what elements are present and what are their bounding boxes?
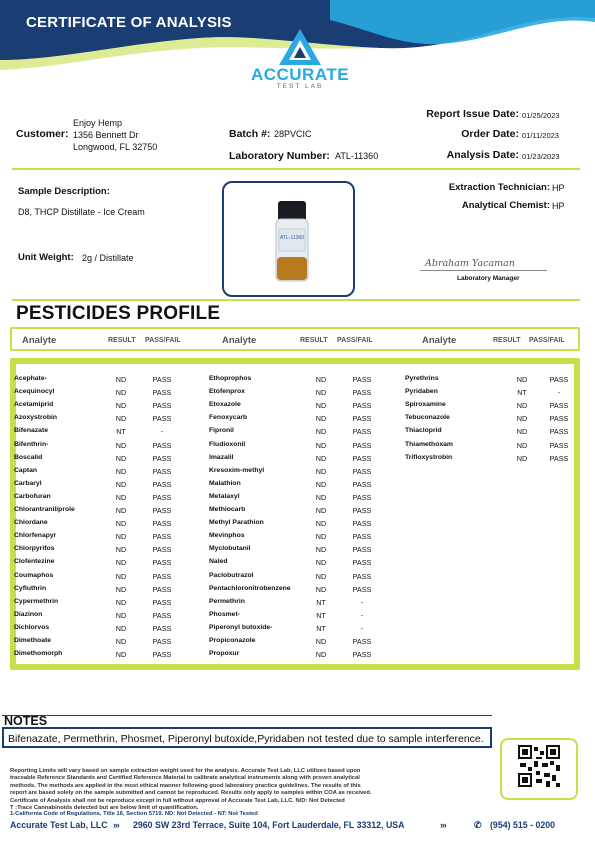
analyte-name: Carbofuran [14, 492, 51, 500]
analyte-name: Cyfluthrin [14, 584, 47, 592]
sample-description-value: D8, THCP Distillate - Ice Cream [18, 207, 145, 217]
analyte-name: Propiconazole [209, 637, 256, 644]
analyte-name: Chlorpyrifos [14, 545, 55, 553]
analyte-name: Carbaryl [14, 479, 42, 487]
disclaimer-line-6: T :Trace Cannabinoids detected but are below limit of quantification. [10, 805, 199, 811]
analyte-result: ND [115, 440, 127, 450]
analyte-pass-fail: PASS [352, 571, 372, 581]
analyte-result: ND [315, 545, 327, 555]
analyte-pass-fail: - [360, 610, 364, 620]
sample-description-label: Sample Description: [18, 186, 110, 197]
customer-address-line1: 1356 Bennett Dr [73, 130, 139, 140]
analyte-pass-fail: PASS [352, 532, 372, 542]
analyte-pass-fail: PASS [352, 453, 372, 463]
analyte-pass-fail: PASS [152, 532, 172, 542]
analyte-result: ND [115, 479, 127, 489]
pesticide-row [14, 585, 194, 597]
analyte-name: Dimethomorph [14, 650, 63, 658]
pesticide-row [405, 414, 585, 426]
pesticide-row [209, 401, 389, 413]
analyte-result: ND [115, 401, 127, 411]
analyte-result: ND [115, 571, 127, 581]
pesticide-row [14, 598, 194, 610]
analyte-name: Acetamiprid [14, 401, 54, 409]
customer-label: Customer: [16, 128, 69, 140]
pesticide-row [209, 558, 389, 570]
pesticide-row [405, 388, 585, 400]
analyte-pass-fail: PASS [352, 558, 372, 568]
analyte-name: Pyridaben [405, 388, 438, 396]
pesticide-row [14, 624, 194, 636]
analyte-result: ND [115, 597, 127, 607]
column-header-passfail-2: PASS/FAIL [337, 337, 373, 344]
vial-label-text: ATL-11360 [280, 235, 304, 241]
analyte-pass-fail: PASS [152, 440, 172, 450]
analyte-result: NT [316, 597, 326, 607]
extraction-technician-label: Extraction Technician: [448, 182, 550, 193]
batch-value: 28PVCIC [274, 129, 312, 139]
analyte-name: Propoxur [209, 650, 240, 658]
analyte-pass-fail: PASS [152, 401, 172, 411]
order-date-label: Order Date: [461, 128, 519, 140]
pesticide-row [405, 441, 585, 453]
analyte-result: NT [316, 623, 326, 633]
analyte-name: Methiocarb [209, 506, 246, 513]
analyte-result: ND [315, 479, 327, 489]
analyte-result: ND [315, 427, 327, 437]
pesticide-row [209, 598, 389, 610]
pesticide-row [209, 624, 389, 636]
pesticide-row [209, 467, 389, 479]
logo-subtitle: TEST LAB [276, 83, 324, 90]
analyte-result: ND [115, 453, 127, 463]
document-title: CERTIFICATE OF ANALYSIS [26, 14, 232, 31]
lab-number-label: Laboratory Number: [229, 150, 330, 162]
analysis-date-label: Analysis Date: [446, 149, 519, 161]
analyte-result: NT [517, 388, 527, 398]
analyte-pass-fail: PASS [152, 479, 172, 489]
column-header-result-3: RESULT [493, 337, 521, 344]
phone-icon: ✆ [474, 820, 482, 830]
analyte-pass-fail: PASS [152, 466, 172, 476]
analyte-pass-fail: PASS [352, 506, 372, 515]
pesticide-row [209, 611, 389, 623]
pesticide-row [209, 506, 389, 518]
analyte-result: ND [315, 388, 327, 398]
pesticide-row [14, 519, 194, 531]
analyte-result: ND [115, 388, 127, 398]
pesticide-row [14, 467, 194, 479]
analyte-result: ND [115, 637, 127, 646]
analyte-pass-fail: PASS [549, 453, 569, 463]
pesticide-row [14, 454, 194, 466]
analyte-result: ND [315, 375, 327, 384]
footer-arrows-icon: ››› [440, 820, 446, 830]
notes-title: NOTES [4, 714, 48, 728]
pesticide-row [405, 401, 585, 413]
analyte-result: ND [516, 440, 528, 450]
analyte-result: ND [315, 532, 327, 542]
analyte-name: Piperonyl butoxide- [209, 623, 273, 631]
analyte-result: ND [115, 610, 127, 620]
analyte-pass-fail: - [557, 388, 561, 398]
analyte-name: Captan [14, 466, 38, 474]
analyte-name: Thiacloprid [405, 427, 442, 435]
laboratory-manager-label: Laboratory Manager [457, 275, 520, 282]
analyte-name: Pentachloronitrobenzene [209, 584, 291, 592]
analyte-name: Phosmet- [209, 610, 240, 618]
footer-company: Accurate Test Lab, LLC [10, 820, 108, 830]
analyte-result: ND [315, 558, 327, 568]
analyte-name: Malathion [209, 479, 241, 487]
pesticide-row [209, 427, 389, 439]
analyte-pass-fail: PASS [352, 584, 372, 594]
footer [0, 820, 595, 832]
analyte-result: ND [315, 584, 327, 594]
manager-signature: Abraham Yacaman [425, 258, 515, 269]
pesticide-row [14, 545, 194, 557]
signature-line [420, 270, 547, 271]
analyte-result: ND [315, 492, 327, 502]
analyte-pass-fail: - [360, 623, 364, 633]
analyte-name: Chlorantraniliprole [14, 506, 75, 513]
analyte-name: Dimethoate [14, 637, 52, 644]
pesticide-row [14, 401, 194, 413]
analyte-result: ND [115, 414, 127, 424]
analyte-pass-fail: PASS [152, 571, 172, 581]
pesticide-row [14, 532, 194, 544]
unit-weight-label: Unit Weight: [18, 252, 74, 263]
analyte-name: Permethrin [209, 597, 245, 605]
pesticide-row [14, 427, 194, 439]
analyte-pass-fail: PASS [549, 401, 569, 411]
pesticide-row [209, 519, 389, 531]
analyte-name: Etoxazole [209, 401, 241, 409]
column-header-row [10, 327, 580, 351]
analyte-pass-fail: PASS [352, 479, 372, 489]
analyte-pass-fail: PASS [549, 375, 569, 384]
pesticide-row [14, 572, 194, 584]
lab-logo [240, 28, 360, 100]
pesticide-row [209, 545, 389, 557]
analytical-chemist-value: HP [552, 201, 565, 211]
analyte-pass-fail: - [360, 597, 364, 607]
pesticide-row [405, 454, 585, 466]
extraction-technician-value: HP [552, 183, 565, 193]
analyte-result: ND [516, 401, 528, 411]
pesticide-row [209, 480, 389, 492]
analyte-pass-fail: PASS [352, 519, 372, 529]
analyte-name: Tebuconazole [405, 414, 450, 422]
analyte-pass-fail: PASS [352, 650, 372, 660]
analyte-name: Thiamethoxam [405, 440, 453, 448]
analyte-name: Fludioxonil [209, 440, 246, 448]
analyte-name: Paclobutrazol [209, 571, 254, 579]
analyte-name: Clofentezine [14, 558, 55, 566]
analyte-result: ND [115, 519, 127, 529]
analyte-name: Ethoprophos [209, 375, 252, 382]
analyte-pass-fail: PASS [152, 506, 172, 515]
pesticide-row [209, 414, 389, 426]
customer-address-line2: Longwood, FL 32750 [73, 142, 158, 152]
analyte-name: Dichlorvos [14, 623, 50, 631]
analyte-name: Mevinphos [209, 532, 245, 540]
pesticide-row [14, 375, 194, 387]
pesticide-row [209, 454, 389, 466]
analyte-result: ND [315, 414, 327, 424]
pesticide-row [209, 650, 389, 662]
analyte-pass-fail: PASS [352, 492, 372, 502]
analyte-name: Coumaphos [14, 571, 54, 579]
pesticide-row [405, 375, 585, 387]
analyte-result: ND [115, 623, 127, 633]
column-header-analyte-1: Analyte [22, 335, 57, 346]
pesticide-row [209, 388, 389, 400]
analyte-pass-fail: PASS [549, 440, 569, 450]
analyte-pass-fail: PASS [352, 401, 372, 411]
logo-name: ACCURATE [250, 65, 350, 84]
analyte-name: Bifenazate [14, 427, 48, 435]
column-header-passfail-1: PASS/FAIL [145, 337, 181, 344]
pesticide-row [14, 388, 194, 400]
analyte-result: ND [115, 584, 127, 594]
customer-name: Enjoy Hemp [73, 118, 123, 128]
disclaimer-line-2: traceable Reference Standards and Certified Reference Material to calibrate analytical instruments along with proven analytical [10, 775, 360, 782]
column-header-result-1: RESULT [108, 337, 136, 344]
pesticide-row [209, 637, 389, 649]
analyte-pass-fail: PASS [352, 375, 372, 384]
analyte-pass-fail: PASS [152, 414, 172, 424]
notes-text: Bifenazate, Permethrin, Phosmet, Piperonyl butoxide,Pyridaben not tested due to sample interference. [8, 733, 484, 745]
analyte-name: Imazalil [209, 453, 234, 461]
unit-weight-value: 2g / Distillate [82, 253, 134, 263]
order-date-value: 01/11/2023 [522, 131, 559, 140]
analyte-name: Myclobutanil [209, 545, 251, 553]
qr-code-icon[interactable] [518, 745, 560, 787]
analyte-result: ND [115, 532, 127, 542]
analyte-result: ND [315, 637, 327, 646]
analyte-pass-fail: PASS [352, 440, 372, 450]
pesticide-row [14, 558, 194, 570]
analyte-result: ND [516, 453, 528, 463]
analyte-pass-fail: PASS [152, 623, 172, 633]
analyte-result: NT [316, 610, 326, 620]
analyte-result: ND [315, 506, 327, 515]
analyte-name: Fenoxycarb [209, 414, 248, 422]
analyte-pass-fail: PASS [152, 453, 172, 463]
analyte-pass-fail: PASS [549, 414, 569, 424]
lab-number-value: ATL-11360 [335, 151, 379, 161]
analyte-pass-fail: PASS [352, 637, 372, 646]
analyte-result: ND [516, 414, 528, 424]
column-header-result-2: RESULT [300, 337, 328, 344]
disclaimer-line-3: methods. The methods are applied in the most ethical manner following good laboratory practice guidelines. The results of this [10, 782, 361, 789]
section-title: PESTICIDES PROFILE [16, 303, 221, 324]
analyte-result: ND [315, 401, 327, 411]
analyte-name: Acephate- [14, 375, 47, 382]
pesticide-row [14, 637, 194, 649]
analyte-result: ND [516, 427, 528, 437]
analyte-pass-fail: PASS [152, 637, 172, 646]
pesticide-row [209, 493, 389, 505]
column-header-analyte-3: Analyte [422, 335, 457, 346]
analyte-pass-fail: PASS [152, 388, 172, 398]
pesticide-row [405, 427, 585, 439]
pesticide-row [14, 414, 194, 426]
analyte-result: ND [115, 466, 127, 476]
batch-label: Batch #: [229, 128, 271, 140]
analyte-name: Metalaxyl [209, 492, 240, 500]
disclaimer-line-4: report are based solely on the sample submitted and cannot be reproduced. Results only apply to samples within COA as received. [10, 790, 372, 797]
report-issue-date-label: Report Issue Date: [426, 108, 519, 120]
pesticide-row [209, 375, 389, 387]
analyte-pass-fail: PASS [152, 545, 172, 555]
analyte-name: Kresoxim-methyl [209, 466, 265, 474]
analyte-pass-fail: PASS [352, 388, 372, 398]
disclaimer-line-5: Certificate of Analysis shall not be reproduce except in full without approval of Accurate Test Lab, LLC. N/D: Not Detected [10, 797, 345, 804]
analyte-pass-fail: PASS [352, 414, 372, 424]
notes-box [2, 727, 492, 748]
column-header-analyte-2: Analyte [222, 335, 257, 346]
pesticide-row [209, 441, 389, 453]
analyte-name: Boscalid [14, 453, 43, 461]
analyte-result: ND [315, 440, 327, 450]
pesticide-row [14, 611, 194, 623]
analyte-pass-fail: PASS [152, 597, 172, 607]
notes-top-rule [2, 715, 492, 716]
analyte-pass-fail: PASS [152, 375, 172, 384]
analyte-result: ND [115, 558, 127, 568]
footer-phone: (954) 515 - 0200 [490, 820, 556, 830]
disclaimer-line-1: Reporting Limits will vary based on sample extraction weight used for the analysis. Accurate Test Lab, LLC utilizes based upon [10, 768, 361, 774]
logo-triangle-icon [278, 28, 322, 66]
analyte-name: Etofenprox [209, 388, 245, 396]
column-header-passfail-3: PASS/FAIL [529, 337, 565, 344]
analyte-result: ND [315, 466, 327, 476]
analyte-result: ND [315, 453, 327, 463]
analyte-result: ND [115, 506, 127, 515]
pesticide-row [14, 650, 194, 662]
analytical-chemist-label: Analytical Chemist: [461, 200, 550, 211]
analyte-name: Cypermethrin [14, 597, 59, 605]
sample-photo [222, 181, 355, 297]
analyte-pass-fail: PASS [352, 545, 372, 555]
analyte-name: Azoxystrobin [14, 414, 58, 422]
pesticide-row [209, 572, 389, 584]
analyte-result: ND [115, 650, 127, 660]
analyte-result: ND [115, 375, 127, 384]
divider-middle [12, 299, 580, 301]
divider-top [12, 168, 580, 170]
analyte-result: ND [516, 375, 528, 384]
analyte-result: ND [115, 545, 127, 555]
analyte-name: Bifenthrin- [14, 440, 49, 448]
analyte-name: Methyl Parathion [209, 519, 264, 527]
analyte-name: Chlorfenapyr [14, 532, 57, 540]
analyte-name: Trifloxystrobin [405, 453, 453, 461]
pesticide-row [14, 480, 194, 492]
analyte-pass-fail: PASS [152, 650, 172, 660]
report-issue-date-value: 01/25/2023 [522, 111, 560, 120]
analyte-pass-fail: PASS [152, 584, 172, 594]
analyte-pass-fail: - [160, 427, 164, 437]
analyte-result: ND [115, 492, 127, 502]
analyte-result: ND [315, 519, 327, 529]
analyte-name: Fipronil [209, 427, 234, 435]
pesticide-row [14, 441, 194, 453]
analyte-pass-fail: PASS [152, 492, 172, 502]
analyte-name: Acequinocyl [14, 388, 55, 396]
pesticide-row [14, 506, 194, 518]
analyte-name: Pyrethrins [405, 375, 439, 382]
analyte-result: ND [315, 650, 327, 660]
pesticide-row [209, 585, 389, 597]
analyte-name: Naled [209, 558, 228, 566]
analyte-pass-fail: PASS [352, 427, 372, 437]
analysis-date-value: 01/23/2023 [522, 152, 560, 161]
regulation-note: 1-California Code of Regulations, Title 16, Section 5719. ND: Not Detected - NT: Not Tested [10, 811, 258, 817]
analyte-pass-fail: PASS [352, 466, 372, 476]
analyte-name: Diazinon [14, 610, 43, 618]
footer-address: 2960 SW 23rd Terrace, Suite 104, Fort Lauderdale, FL 33312, USA [133, 820, 405, 830]
pesticide-row [209, 532, 389, 544]
analyte-result: NT [116, 427, 126, 437]
analyte-name: Chlordane [14, 519, 48, 527]
analyte-pass-fail: PASS [152, 519, 172, 529]
footer-arrows-icon: ››› [113, 820, 119, 830]
analyte-pass-fail: PASS [549, 427, 569, 437]
pesticide-row [14, 493, 194, 505]
analyte-pass-fail: PASS [152, 558, 172, 568]
analyte-result: ND [315, 571, 327, 581]
analyte-name: Spiroxamine [405, 401, 446, 409]
analyte-pass-fail: PASS [152, 610, 172, 620]
